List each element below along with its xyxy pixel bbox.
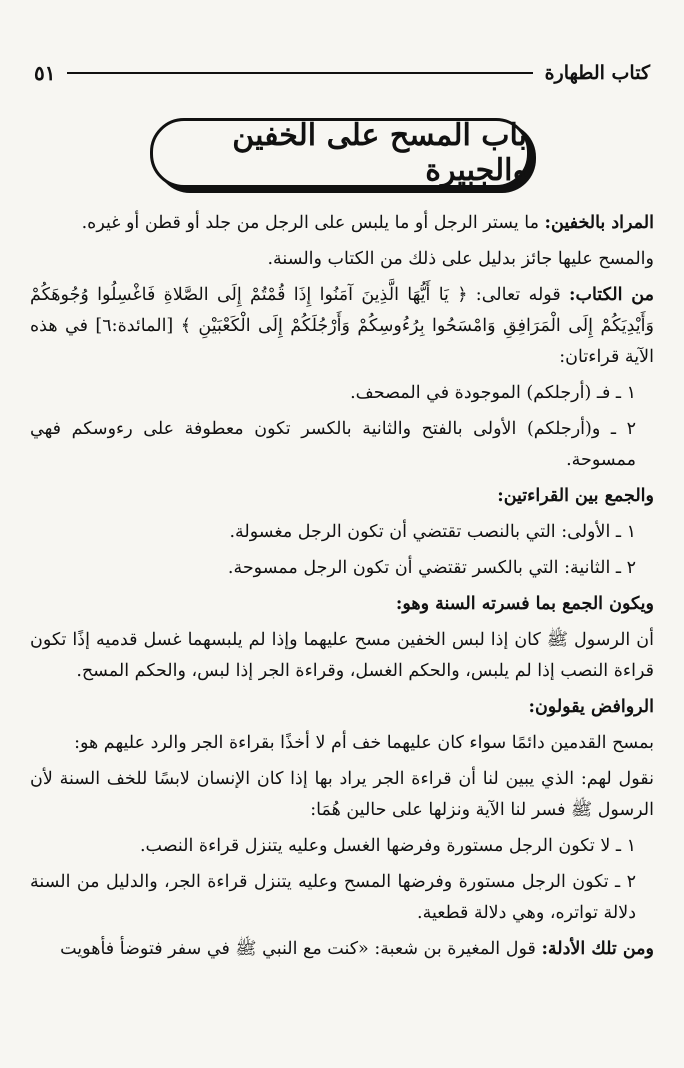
book-title: كتاب الطهارة xyxy=(544,62,650,84)
paragraph: بمسح القدمين دائمًا سواء كان عليهما خف أم لا أخذًا بقراءة الجر والرد عليهم هو: xyxy=(74,733,654,753)
list-item: ٢ ـ و(أرجلكم) الأولى بالفتح والثانية بالكسر تكون معطوفة على رءوسكم فهي ممسوحة. xyxy=(30,419,636,470)
header-rule xyxy=(67,72,532,74)
paragraph: والمسح عليها جائز بدليل على ذلك من الكتاب والسنة. xyxy=(267,249,654,269)
paragraph: نقول لهم: الذي يبين لنا أن قراءة الجر يراد بها إذا كان الإنسان لابسًا للخف السنة لأن الرسول ﷺ فسر لنا الآية ونزلها على حالين هُمَا: xyxy=(30,769,654,820)
list-item: ١ ـ فـ (أرجلكم) الموجودة في المصحف. xyxy=(350,383,636,403)
section-heading: ويكون الجمع بما فسرته السنة وهو: xyxy=(395,594,654,614)
paragraph-label: المراد بالخفين: xyxy=(544,213,654,233)
paragraph-label: من الكتاب: xyxy=(569,285,654,305)
paragraph xyxy=(30,208,654,239)
paragraph-text: ما يستر الرجل أو ما يلبس على الرجل من جلد أو قطن أو غيره. xyxy=(81,213,539,233)
list-item: ١ ـ لا تكون الرجل مستورة وفرضها الغسل وعليه يتنزل قراءة النصب. xyxy=(139,836,636,856)
paragraph-text: قول المغيرة بن شعبة: «كنت مع النبي ﷺ في سفر فتوضأ فأهويت xyxy=(60,939,536,959)
list-item: ١ ـ الأولى: التي بالنصب تقتضي أن تكون الرجل مغسولة. xyxy=(229,522,636,542)
page-number: ٥١ xyxy=(34,61,56,85)
list-item: ٢ ـ الثانية: التي بالكسر تقتضي أن تكون الرجل ممسوحة. xyxy=(227,558,636,578)
section-heading: الروافض يقولون: xyxy=(528,697,654,717)
chapter-title-frame xyxy=(150,118,530,188)
chapter-title: باب المسح على الخفين والجبيرة xyxy=(232,118,527,188)
running-header xyxy=(34,56,650,90)
paragraph xyxy=(30,934,654,965)
paragraph: أن الرسول ﷺ كان إذا لبس الخفين مسح عليهما وإذا لم يلبسهما غسل قدميه إذًا تكون قراءة النصب إذا لم يلبس، والحكم الغسل، وقراءة الجر إذا لبس، والحكم المسح. xyxy=(30,630,654,681)
quran-verse-text: قوله تعالى: ﴿ يَا أَيُّهَا الَّذِينَ آمَنُوا إِذَا قُمْتُمْ إِلَى الصَّلاةِ فَاغْسِلُوا وُجُوهَكُمْ وَأَيْدِيَكُمْ إِلَى الْمَرَافِقِ وَامْسَحُوا بِرُءُوسِكُمْ وَأَرْجُلَكُمْ إِلَى الْكَعْبَيْنِ ﴾ [المائدة:٦] في هذه الآية قراءتان: xyxy=(30,285,654,367)
list-item: ٢ ـ تكون الرجل مستورة وفرضها المسح وعليه يتنزل قراءة الجر، والدليل من السنة دلالة تواتره، وهي دلالة قطعية. xyxy=(30,872,636,923)
section-heading: والجمع بين القراءتين: xyxy=(497,486,654,506)
paragraph xyxy=(30,280,654,373)
paragraph-label: ومن تلك الأدلة: xyxy=(541,939,654,959)
body-text xyxy=(30,208,654,970)
